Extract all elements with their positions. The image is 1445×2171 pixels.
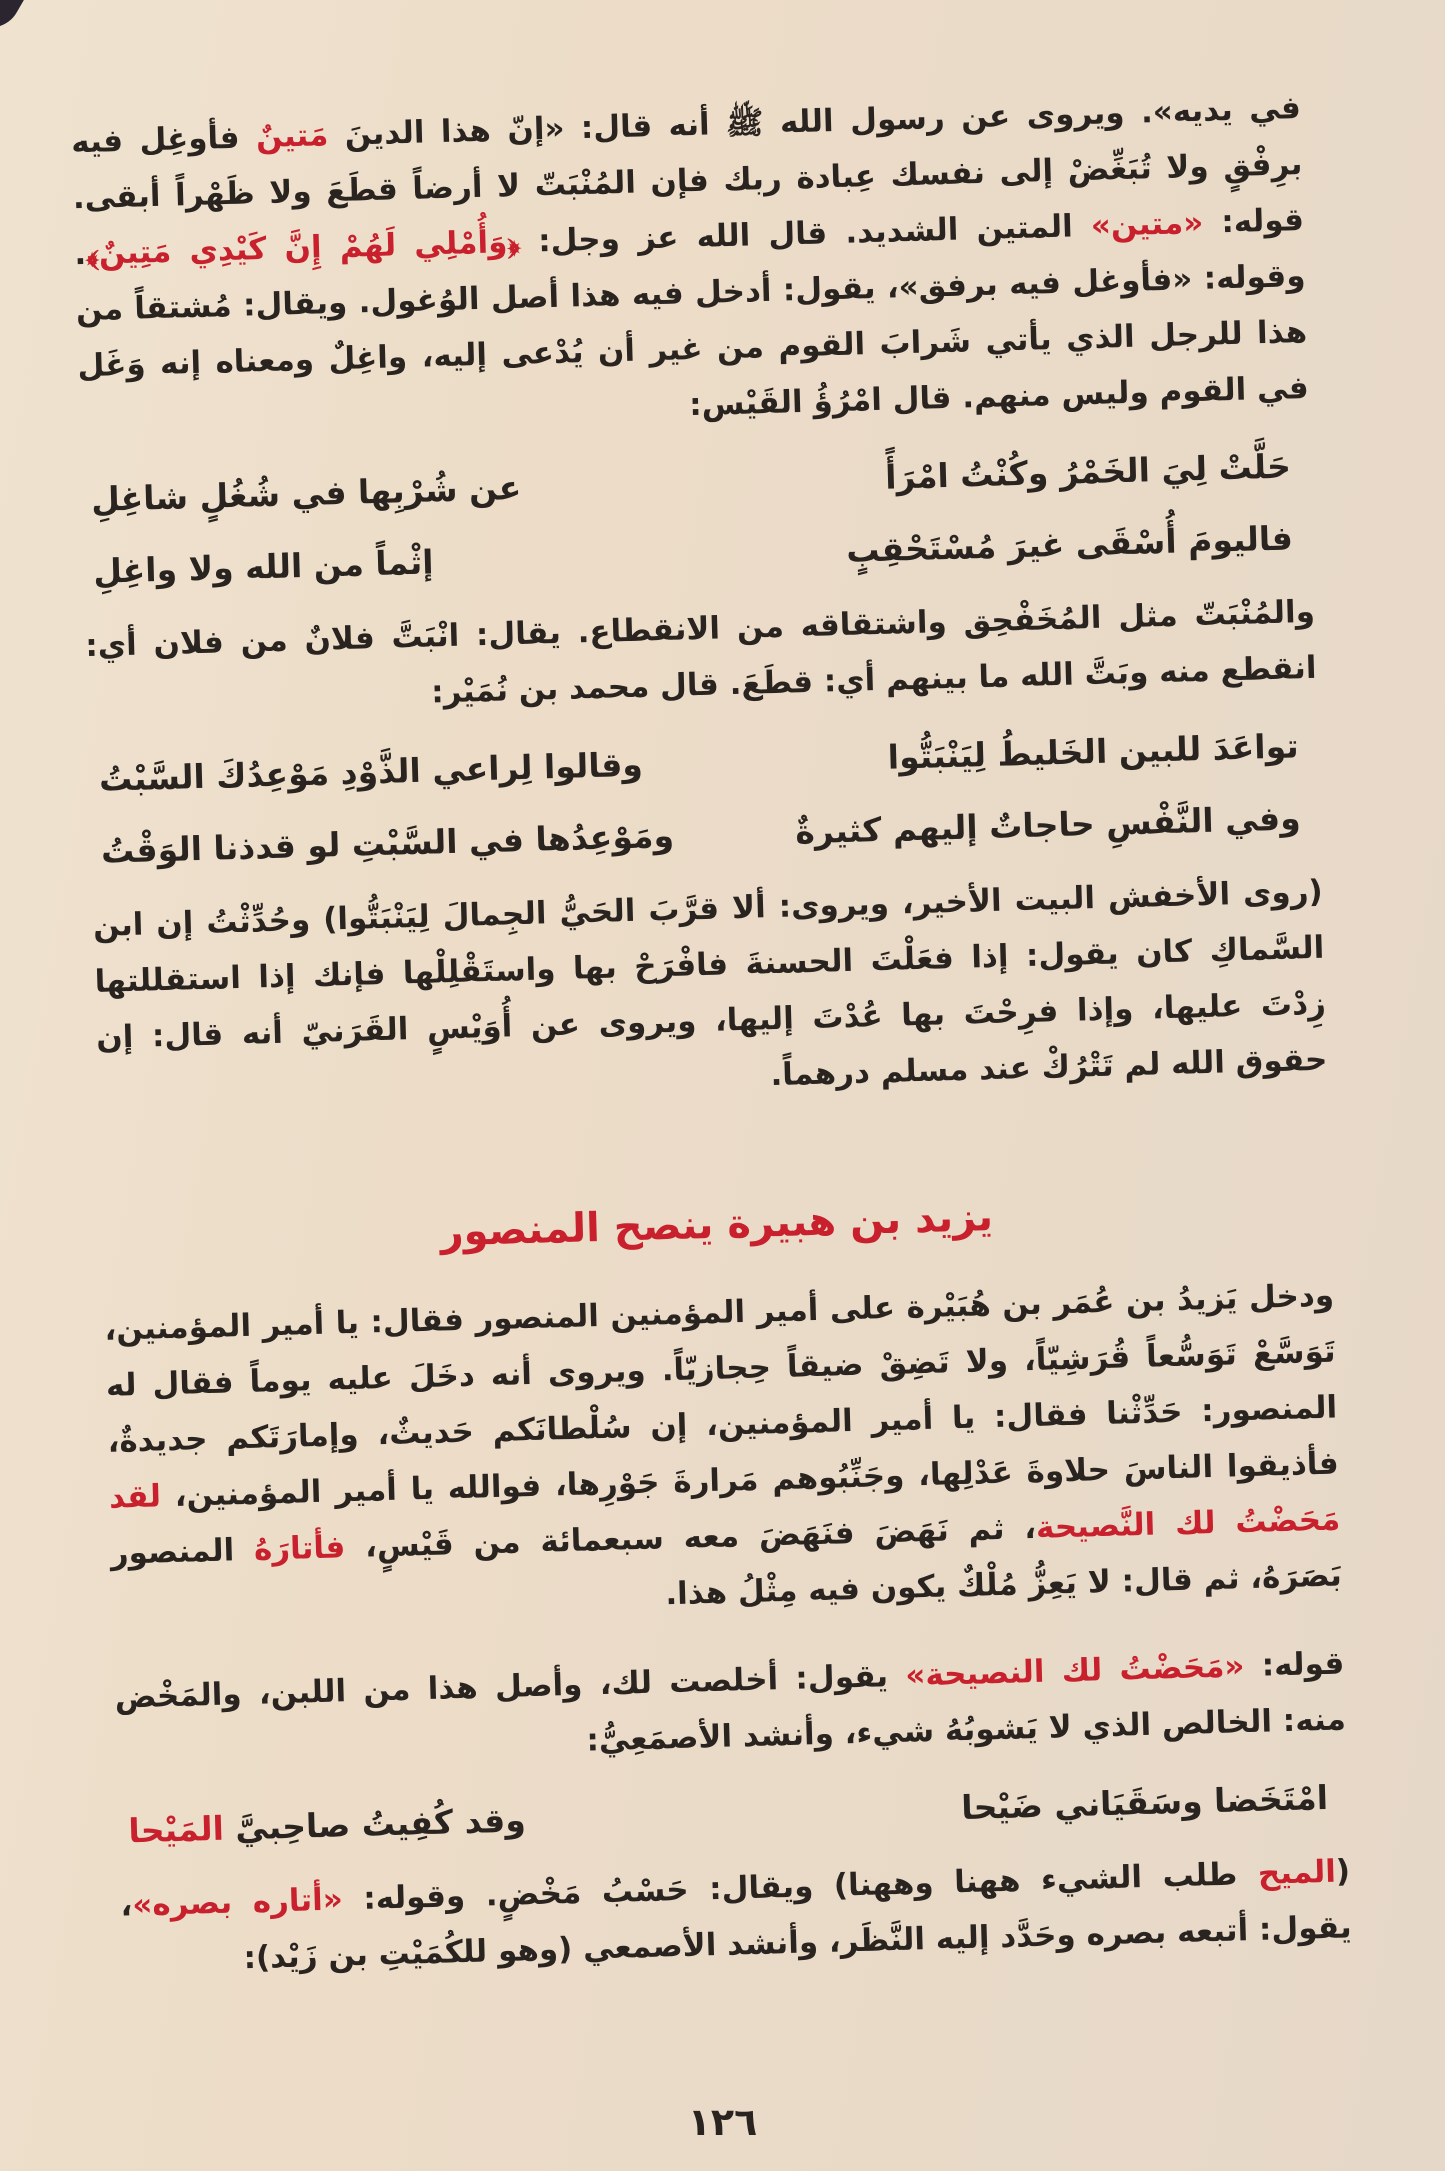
highlight-text: الميح [1257,1853,1337,1892]
text: المتين الشديد. قال الله عز وجل: [519,207,1092,260]
text: فأوغِل فيه برِفْقٍ ولا تُبَغِّضْ إلى نفسك عِبادة ربك فإن المُنْبَتّ لا أرضاً قطَعَ ولا ظَهْراً أبقى. قوله: [70,119,1305,241]
text: يقول: أخلصت لك، وأصل هذا من اللبن، والمَخْض منه: الخالص الذي لا يَشوبُهُ شيء، وأنشد الأصمَعِيُّ: [114,1657,1347,1759]
highlight-text: «مَحَضْتُ لك النصيحة» [904,1648,1245,1694]
book-edge-shadow [0,0,32,38]
verse-first-hemistich: تواعَدَ للبين الخَليطُ لِيَنْبَتُّوا [887,726,1300,777]
section-title: يزيد بن هبيرة ينصح المنصور [439,1194,994,1256]
verse-first-hemistich: امْتَخَضا وسَقَيَاني ضَيْحا [960,1777,1329,1828]
verse-second-hemistich: ومَوْعِدُها في السَّبْتِ لو قدذنا الوَقْتُ [100,815,675,871]
text: . وقوله: «فأوغل فيه برفق»، يقول: أدخل فيه هذا أصل الوُغول. ويقال: مُشتقاً من هذا للرجل الذي يأتي شَرابَ القوم من غير أن يُدْعى إليه، واغِلٌ ومعناه إنه وَغَل في القوم وليس منهم. قال امْرُؤُ القَيْس: [73,235,1310,424]
text: ودخل يَزيدُ بن عُمَر بن هُبَيْرة على أمير المؤمنين المنصور فقال: يا أمير المؤمنين، تَوَسَّعْ تَوَسُّعاً قُرَشِيّاً، ولا تَضِقْ ضيقاً حِجازيّاً. ويروى أنه دخَلَ عليه يوماً فقال له المنصور: حَدِّثْنا فقال: يا أمير المؤمنين، إن سُلْطانَكم حَديثٌ، وإمارَتَكم جديدةٌ، فأذيقوا الناسَ حلاوةَ عَدْلِها، وجَنِّبُوهم مَرارةَ جَوْرِها، فوالله يا أمير المؤمنين، [103,1277,1340,1515]
text: المنصور بَصَرَهُ، ثم قال: لا يَعِزُّ مُلْكٌ يكون فيه مِثْلُ هذا. [110,1531,1343,1613]
page-number: ١٢٦ [687,2100,758,2144]
text: قوله: [1243,1645,1345,1685]
paragraph-2: والمُنْبَتّ مثل المُخَفْحِق واشتقاقه من الانقطاع. يقال: انْبَتَّ فلانٌ من فلان أي: انقطع منه وبَتَّ الله ما بينهم أي: قطَعَ. قال محمد بن نُمَيْر: [84,593,1317,711]
text: طلب الشيء ههنا وههنا) ويقال: حَسْبُ مَخْضٍ. وقوله: [342,1855,1259,1918]
highlight-text: «أتاره بصره» [131,1881,344,1924]
paragraph-6 [120,1843,1353,1989]
highlight-text: المَيْحا [127,1808,225,1851]
poem-1 [80,430,1314,608]
text: في يديه». ويروى عن رسول الله ﷺ أنه قال: «إنّ هذا الدينَ [327,89,1302,154]
verse-second-hemistich: عن شُرْبِها في شُغُلٍ شاغِلِ [90,467,522,519]
highlight-text: «متين» [1090,204,1204,244]
verse-second-hemistich: وقالوا لِراعي الذَّوْدِ مَوْعِدُكَ السَّبْتُ [98,744,644,799]
poem-2 [88,710,1322,888]
highlight-text: مَتينٌ [255,117,329,156]
text: ، يقول: أتبعه بصره وحَدَّد إليه النَّظَر، وأنشد الأصمعي (وهو للكُمَيْتِ بن زَيْد): [120,1887,1353,1977]
paragraph-3: (روى الأخفش البيت الأخير، ويروى: ألا قرَّبَ الحَيُّ الجِمالَ لِيَنْبَتُّوا) وحُدِّثْتُ إن ابن السَّماكِ كان يقول: إذا فعَلْتَ الحسنةَ فافْرَحْ بها واستَقْلِلْها فإنك إذا استقللتها زِدْتَ عليها، وإذا فرِحْتَ بها عُدْتَ إليها، ويروى عن أُوَيْسٍ القَرَنيّ أنه قال: إن حقوق الله لم تَتْرُكْ عند مسلم درهماً. [92,873,1328,1094]
verse-first-hemistich: فاليومَ أُسْقَى غيرَ مُسْتَحْقِبٍ [845,518,1294,570]
highlight-text: فأتارَهُ [253,1529,346,1568]
text: ، ثم نَهَضَ فنَهَضَ معه سبعمائة من قَيْسٍ، [344,1509,1037,1566]
verse-first-hemistich: وفي النَّفْسِ حاجاتٌ إليهم كثيرةٌ [794,798,1302,852]
text: ( [1335,1853,1351,1890]
verse-first-hemistich: حَلَّتْ لِيَ الخَمْرُ وكُنْتُ امْرَأً [884,446,1292,497]
verse-second-hemistich: إثْماً من الله ولا واغِلِ [92,542,435,591]
book-page [70,80,1352,1990]
quran-quote: ﴿وَأُمْلِي لَهُمْ إِنَّ كَيْدِي مَتِينٌ﴾ [85,223,521,272]
highlight-text: لقد مَحَضْتُ لك النَّصيحة [108,1478,1341,1546]
paragraph-1 [70,80,1309,450]
verse-second-hemistich [127,1779,705,1867]
text: وقد كُفِيتُ صاحِبيَّ [223,1800,527,1848]
paragraph-4 [104,1268,1343,1638]
